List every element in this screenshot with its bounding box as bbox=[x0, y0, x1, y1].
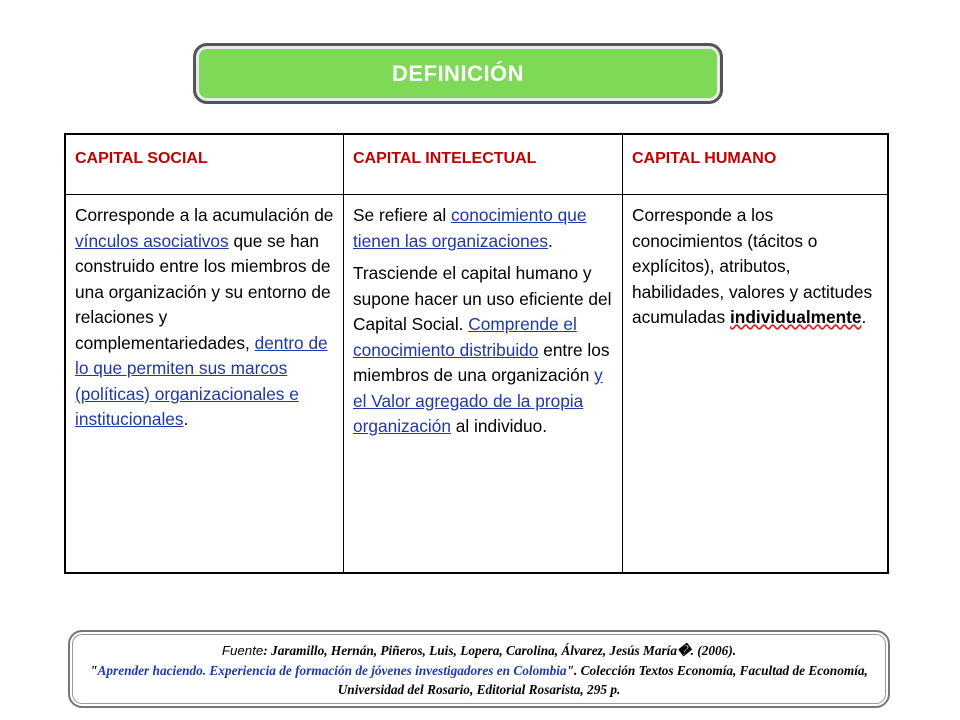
link-vinculos-asociativos[interactable]: vínculos asociativos bbox=[75, 230, 229, 251]
text: que se han construido entre los miembros de una organización y su entorno de relaciones y complementariedades, bbox=[75, 230, 331, 353]
text: entre los miembros de una organización bbox=[353, 339, 610, 385]
title-banner bbox=[193, 43, 723, 104]
header-capital-intelectual: CAPITAL INTELECTUAL bbox=[344, 134, 623, 195]
quote-mark: " bbox=[566, 662, 574, 678]
source-label: Fuente bbox=[221, 643, 264, 658]
source-rest: . Colección Textos Economía, Facultad de Economía, Universidad del Rosario, Editorial Rosarista, 295 p. bbox=[337, 662, 868, 697]
page-title: DEFINICIÓN bbox=[391, 60, 525, 86]
cell-capital-intelectual bbox=[344, 195, 623, 574]
text: Corresponde a la acumulación de bbox=[75, 205, 334, 225]
header-capital-humano: CAPITAL HUMANO bbox=[623, 134, 889, 195]
link-valor-agregado[interactable]: y el Valor agregado de la propia organización bbox=[353, 365, 603, 436]
link-marcos-organizacionales[interactable]: dentro de lo que permiten sus marcos (políticas) organizacionales e institucionales bbox=[75, 332, 328, 429]
text: . bbox=[861, 307, 867, 327]
text: Se refiere al bbox=[353, 205, 451, 225]
cell-capital-humano bbox=[623, 195, 889, 574]
link-conocimiento-distribuido[interactable]: Comprende el conocimiento distribuido bbox=[353, 314, 577, 360]
header-capital-social: CAPITAL SOCIAL bbox=[65, 134, 344, 195]
text: . bbox=[183, 409, 189, 429]
spellcheck-word-individualmente: individualmente bbox=[729, 307, 862, 327]
table-row bbox=[65, 195, 888, 574]
table-header-row bbox=[65, 134, 888, 195]
text: al individuo. bbox=[451, 416, 548, 436]
cell-capital-social bbox=[65, 195, 344, 574]
definition-table bbox=[64, 133, 889, 574]
text: Corresponde a los conocimientos (tácitos o explícitos), atributos, habilidades, valores y actitudes acumuladas bbox=[632, 205, 873, 327]
paragraph bbox=[353, 203, 613, 254]
source-citation bbox=[68, 630, 890, 708]
link-conocimiento-organizaciones[interactable]: conocimiento que tienen las organizaciones bbox=[353, 205, 587, 251]
paragraph bbox=[353, 261, 613, 440]
source-publication: Aprender haciendo. Experiencia de formación de jóvenes investigadores en Colombia bbox=[97, 662, 567, 678]
text: . bbox=[548, 230, 553, 251]
source-authors: : Jaramillo, Hernán, Piñeros, Luis, Lopera, Carolina, Álvarez, Jesús María�. (2006). bbox=[263, 643, 737, 658]
text: Trasciende el capital humano y supone hacer un uso eficiente del Capital Social. bbox=[353, 263, 612, 334]
quote-mark: " bbox=[90, 662, 98, 678]
